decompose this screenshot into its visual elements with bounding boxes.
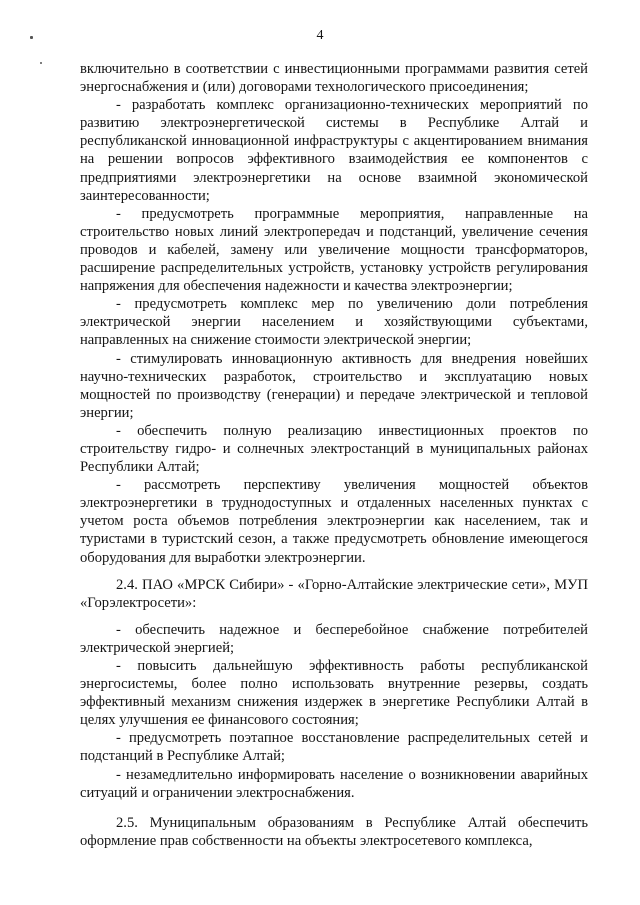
list-item: - обеспечить полную реализацию инвестиционных проектов по строительству гидро- и солнечных электростанций в муниципальных районах Республики Алтай; [80, 422, 588, 476]
document-body [80, 60, 588, 850]
list-item: - стимулировать инновационную активность для внедрения новейших научно-технических разработок, строительство и эксплуатацию новых мощностей по производству (генерации) и передаче электрической и тепловой энергии; [80, 350, 588, 421]
section-heading-2-5: 2.5. Муниципальным образованиям в Республике Алтай обеспечить оформление прав собственности на объекты электросетевого комплекса, [80, 814, 588, 849]
paragraph-continuation: включительно в соответствии с инвестиционными программами развития сетей энергоснабжения и (или) договорами технологического присоединения; [80, 61, 588, 96]
list-item: - обеспечить надежное и бесперебойное снабжение потребителей электрической энергией; [80, 621, 588, 656]
section-heading-2-4: 2.4. ПАО «МРСК Сибири» - «Горно-Алтайские электрические сети», МУП «Горэлектросети»: [80, 576, 588, 611]
list-item: - разработать комплекс организационно-технических мероприятий по развитию электроэнергетической системы в Республике Алтай и республиканской инновационной инфраструктуры с акцентированием внимания на решении вопросов эффективного взаимодействия ее компонентов с предприятиями электроэнергетики на основе взаимной экономической заинтересованности; [80, 97, 588, 204]
list-item: - предусмотреть поэтапное восстановление распределительных сетей и подстанций в Республике Алтай; [80, 730, 588, 765]
list-item: - предусмотреть программные мероприятия, направленные на строительство новых линий электропередач и подстанций, увеличение сечения проводов и кабелей, замену или увеличение мощности трансформаторов, расширение распределительных устройств, установку устройств регулирования напряжения для обеспечения надежности и качества электроэнергии; [80, 205, 588, 295]
list-item: - повысить дальнейшую эффективность работы республиканской энергосистемы, более полно использовать внутренние резервы, создать эффективный механизм снижения издержек в энергетике Республики Алтай в целях улучшения ее финансового состояния; [80, 658, 588, 729]
list-item: - рассмотреть перспективу увеличения мощностей объектов электроэнергетики в труднодоступных и отдаленных населенных пунктах с учетом роста объемов потребления электроэнергии как населением, так и туристами в туристский сезон, а также предусмотреть обновление имеющегося оборудования для выработки электроэнергии. [80, 477, 588, 566]
list-item: - предусмотреть комплекс мер по увеличению доли потребления электрической энергии населением и хозяйствующими субъектами, направленных на снижение стоимости электрической энергии; [80, 296, 588, 349]
page-number: 4 [316, 28, 324, 43]
list-item: - незамедлительно информировать население о возникновении аварийных ситуаций и ограничении электроснабжения. [80, 766, 588, 801]
scan-speck [40, 62, 42, 64]
